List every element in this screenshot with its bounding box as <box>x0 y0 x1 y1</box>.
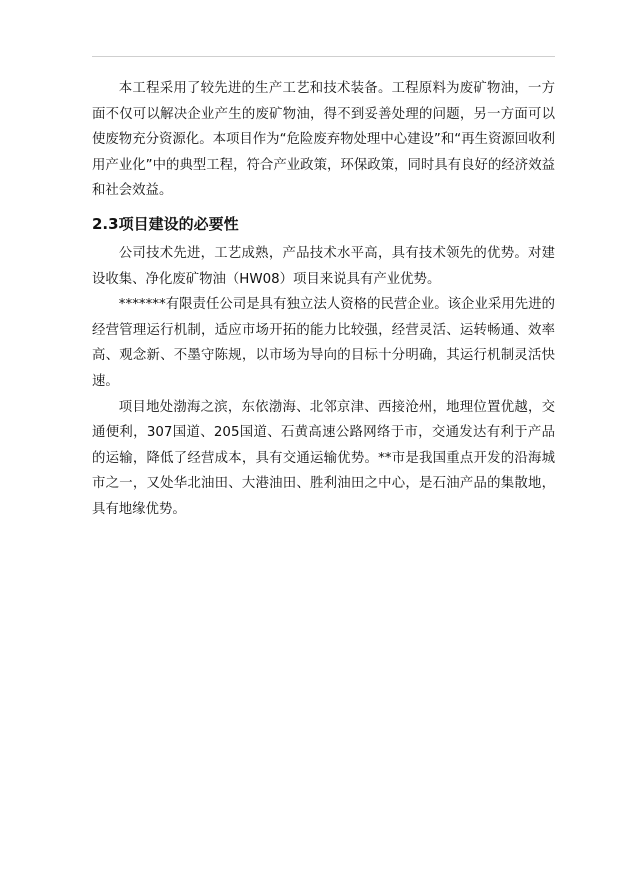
paragraph-location-advantage: 项目地处渤海之滨，东依渤海、北邻京津、西接沧州，地理位置优越，交通便利，307国道、205国道、石黄高速公路网络于市，交通发达有利于产品的运输，降低了经营成本，具有交通运输优势。**市是我国重点开发的沿海城市之一，又处华北油田、大港油田、胜利油田之中心，是石油产品的集散地，具有地缘优势。 <box>92 399 555 517</box>
section-heading: 2.3项目建设的必要性 <box>92 214 239 233</box>
paragraph-technology-advantage: 公司技术先进，工艺成熟，产品技术水平高，具有技术领先的优势。对建设收集、净化废矿物油（HW08）项目来说具有产业优势。 <box>92 245 555 287</box>
intro-paragraph: 本工程采用了较先进的生产工艺和技术装备。工程原料为废矿物油，一方面不仅可以解决企业产生的废矿物油，得不到妥善处理的问题，另一方面可以使废物充分资源化。本项目作为“危险废弃物处理中心建设”和“再生资源回收利用产业化”中的典型工程，符合产业政策，环保政策，同时具有良好的经济效益和社会效益。 <box>92 81 555 199</box>
paragraph-company-profile: *******有限责任公司是具有独立法人资格的民营企业。该企业采用先进的经营管理运行机制，适应市场开拓的能力比较强，经营灵活、运转畅通、效率高、观念新、不墨守陈规，以市场为导向的目标十分明确，其运行机制灵活快速。 <box>92 297 555 389</box>
page-content <box>92 76 555 523</box>
header-rule <box>92 56 555 57</box>
